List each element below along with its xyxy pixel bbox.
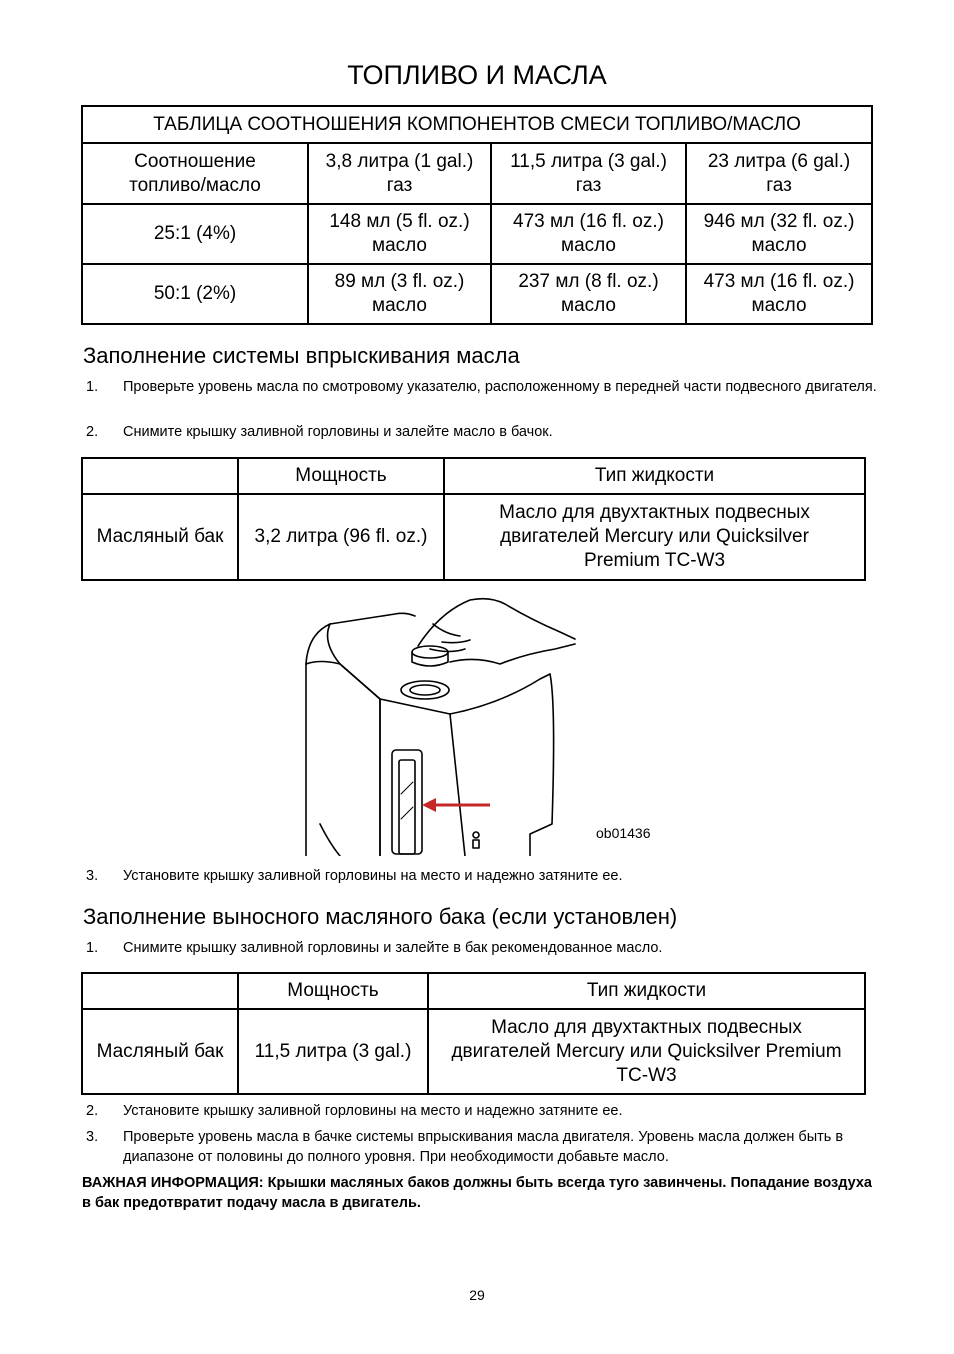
list-item: 3. Проверьте уровень масла в бачке системы впрыскивания масла двигателя. Уровень масла должен быть в диапазоне от половины до полного уровня. При необходимости добавьте масло. [86, 1129, 844, 1165]
table-row [82, 1009, 865, 1094]
header-capacity: Мощность [238, 973, 428, 1009]
header-capacity: Мощность [238, 458, 444, 494]
table-row [82, 204, 872, 264]
table-row [82, 264, 872, 324]
oil-amount-cell: 946 мл (32 fl. oz.) масло [686, 204, 872, 264]
section-heading-remote-tank: Заполнение выносного масляного бака (если установлен) [83, 904, 678, 929]
important-note: ВАЖНАЯ ИНФОРМАЦИЯ: Крышки масляных баков должны быть всегда туго завинчены. Попадание воздуха в бак предотвратит подачу масла в двигатель. [82, 1175, 872, 1211]
header-23-liters: 23 литра (6 gal.) газ [686, 143, 872, 204]
page-number: 29 [469, 1287, 485, 1303]
figure-code: ob01436 [596, 825, 651, 841]
oil-amount-cell: 473 мл (16 fl. oz.) масло [686, 264, 872, 324]
ratio-cell: 25:1 (4%) [82, 204, 308, 264]
empty-header-cell [82, 458, 238, 494]
header-fluid-type: Тип жидкости [428, 973, 865, 1009]
list-item: 2. Снимите крышку заливной горловины и залейте масло в бачок. [86, 424, 553, 440]
header-3-8-liters: 3,8 литра (1 gal.) газ [308, 143, 491, 204]
fluid-type-cell: Масло для двухтактных подвесных двигателей Mercury или Quicksilver Premium TC-W3 [428, 1009, 865, 1094]
oil-amount-cell: 148 мл (5 fl. oz.) масло [308, 204, 491, 264]
capacity-cell: 3,2 литра (96 fl. oz.) [238, 494, 444, 580]
oil-amount-cell: 237 мл (8 fl. oz.) масло [491, 264, 686, 324]
table-row [82, 494, 865, 580]
capacity-cell: 11,5 литра (3 gal.) [238, 1009, 428, 1094]
list-item: 2. Установите крышку заливной горловины на место и надежно затяните ее. [86, 1103, 623, 1119]
list-item: 1. Снимите крышку заливной горловины и залейте в бак рекомендованное масло. [86, 940, 663, 956]
oil-amount-cell: 473 мл (16 fl. oz.) масло [491, 204, 686, 264]
oil-tank-illustration [300, 594, 580, 856]
page-title: ТОПЛИВО И МАСЛА [347, 60, 607, 90]
empty-header-cell [82, 973, 238, 1009]
list-item: 1. Проверьте уровень масла по смотровому указателю, расположенному в передней части подвесного двигателя. [86, 379, 877, 395]
row-label: Масляный бак [82, 494, 238, 580]
oil-amount-cell: 89 мл (3 fl. oz.) масло [308, 264, 491, 324]
list-item: 3. Установите крышку заливной горловины на место и надежно затяните ее. [86, 868, 623, 884]
header-fluid-type: Тип жидкости [444, 458, 865, 494]
header-11-5-liters: 11,5 литра (3 gal.) газ [491, 143, 686, 204]
ratio-cell: 50:1 (2%) [82, 264, 308, 324]
oil-tank-table [81, 457, 866, 581]
row-label: Масляный бак [82, 1009, 238, 1094]
fuel-oil-ratio-table [81, 105, 873, 325]
section-heading-oil-injection: Заполнение системы впрыскивания масла [83, 343, 520, 368]
remote-oil-tank-table [81, 972, 866, 1095]
ratio-table-caption: ТАБЛИЦА СООТНОШЕНИЯ КОМПОНЕНТОВ СМЕСИ ТОПЛИВО/МАСЛО [82, 106, 872, 143]
fluid-type-cell: Масло для двухтактных подвесных двигателей Mercury или Quicksilver Premium TC-W3 [444, 494, 865, 580]
header-ratio: Соотношение топливо/масло [82, 143, 308, 204]
